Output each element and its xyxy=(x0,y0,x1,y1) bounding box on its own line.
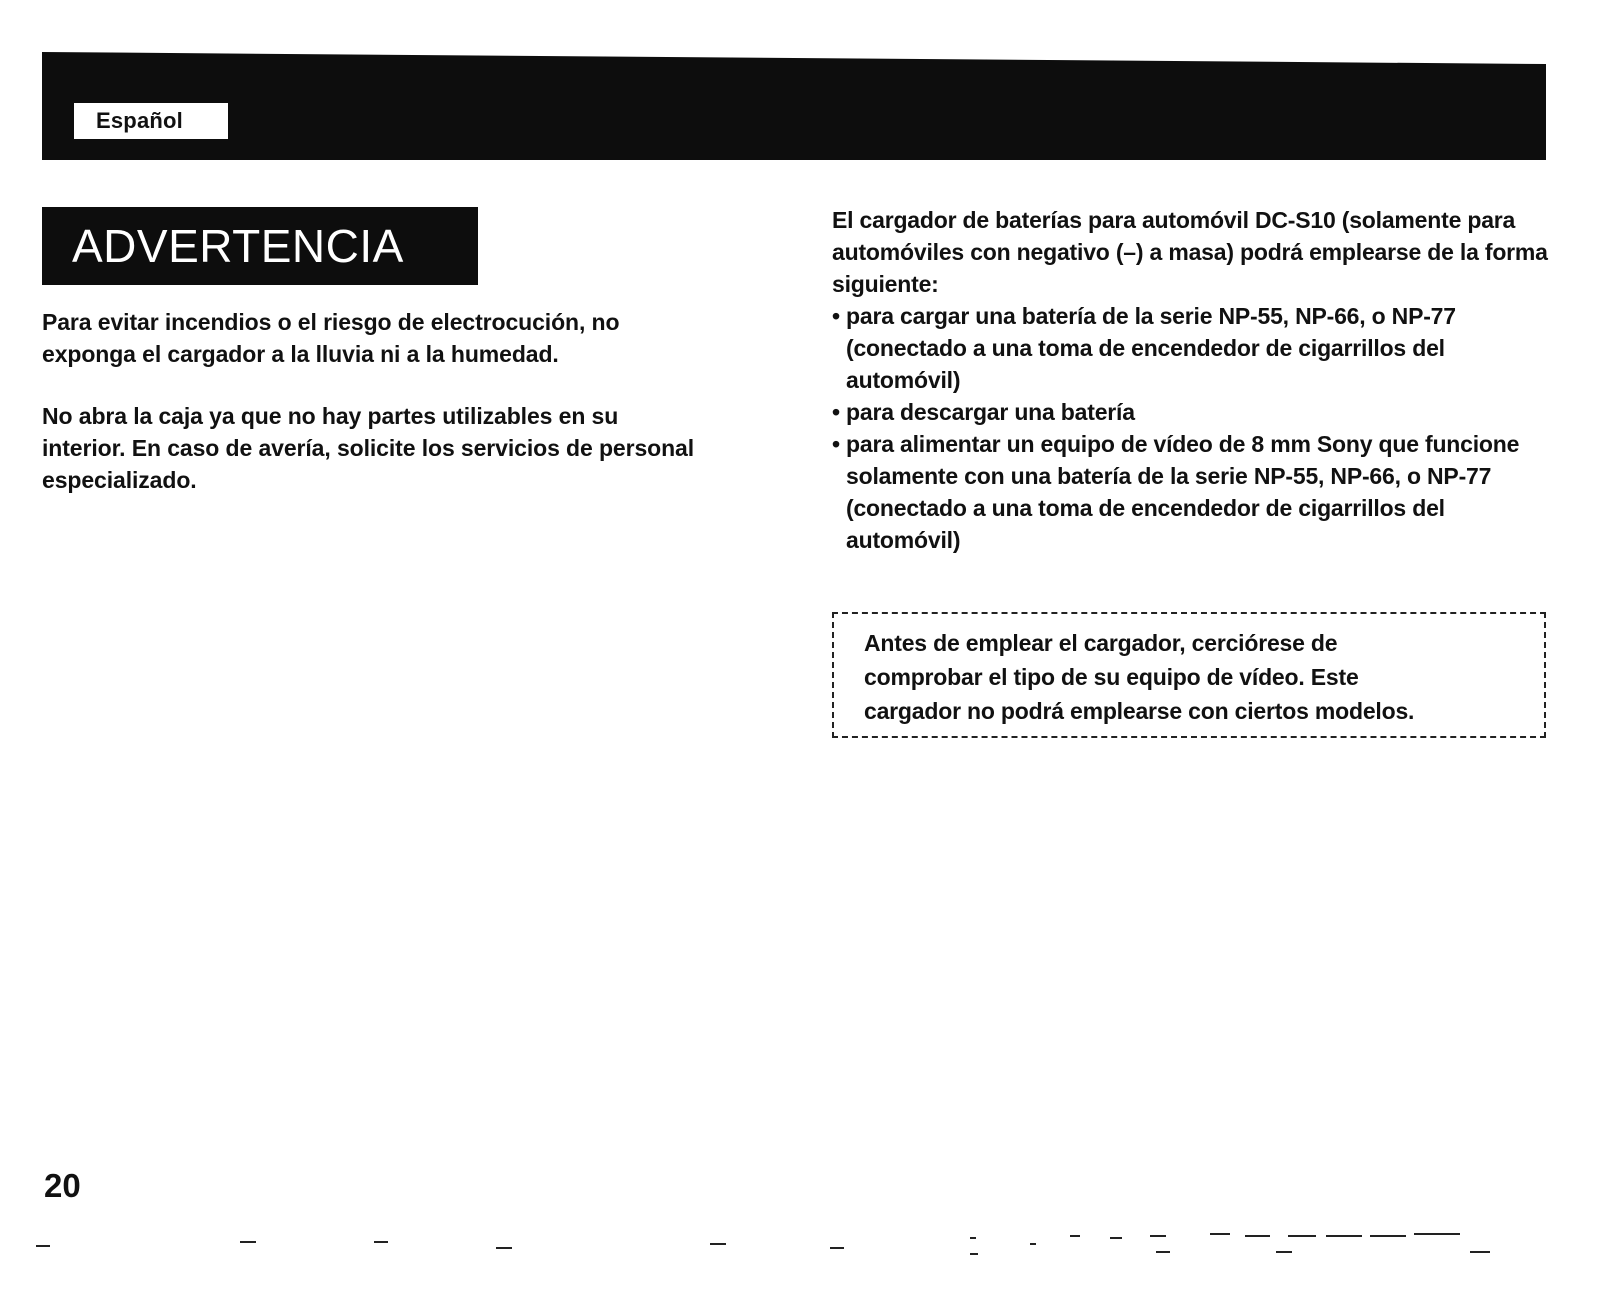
scan-artifact-marks xyxy=(30,1232,1550,1272)
note-line: cargador no podrá emplearse con ciertos modelos. xyxy=(864,698,1415,724)
description-intro: El cargador de baterías para automóvil DC-S10 (solamente para automóviles con negativo (–) a masa) podrá emplearse de la forma siguiente: xyxy=(832,207,1548,297)
list-item: • para cargar una batería de la serie NP-55, NP-66, o NP-77 (conectado a una toma de encendedor de cigarrillos del automóvil) xyxy=(832,300,1552,396)
page-number: 20 xyxy=(44,1167,81,1204)
note-line: Antes de emplear el cargador, cerciórese de xyxy=(864,630,1338,656)
note-line: comprobar el tipo de su equipo de vídeo. Este xyxy=(864,664,1359,690)
list-item: • para descargar una batería xyxy=(832,396,1552,428)
uses-list xyxy=(832,300,1552,556)
warning-text-column xyxy=(42,306,702,526)
language-tab: Español xyxy=(74,103,228,139)
list-item: • para alimentar un equipo de vídeo de 8 mm Sony que funcione solamente con una batería de la serie NP-55, NP-66, o NP-77 (conectado a una toma de encendedor de cigarrillos del automóvil) xyxy=(832,428,1552,556)
note-box xyxy=(832,612,1546,738)
warning-heading: ADVERTENCIA xyxy=(42,207,478,285)
description-column xyxy=(832,204,1552,556)
header-band xyxy=(42,52,1546,160)
warning-paragraph-service: No abra la caja ya que no hay partes utilizables en su interior. En caso de avería, solicite los servicios de personal especializado. xyxy=(42,403,695,493)
warning-paragraph-fire: Para evitar incendios o el riesgo de electrocución, no exponga el cargador a la lluvia ni a la humedad. xyxy=(42,309,620,367)
